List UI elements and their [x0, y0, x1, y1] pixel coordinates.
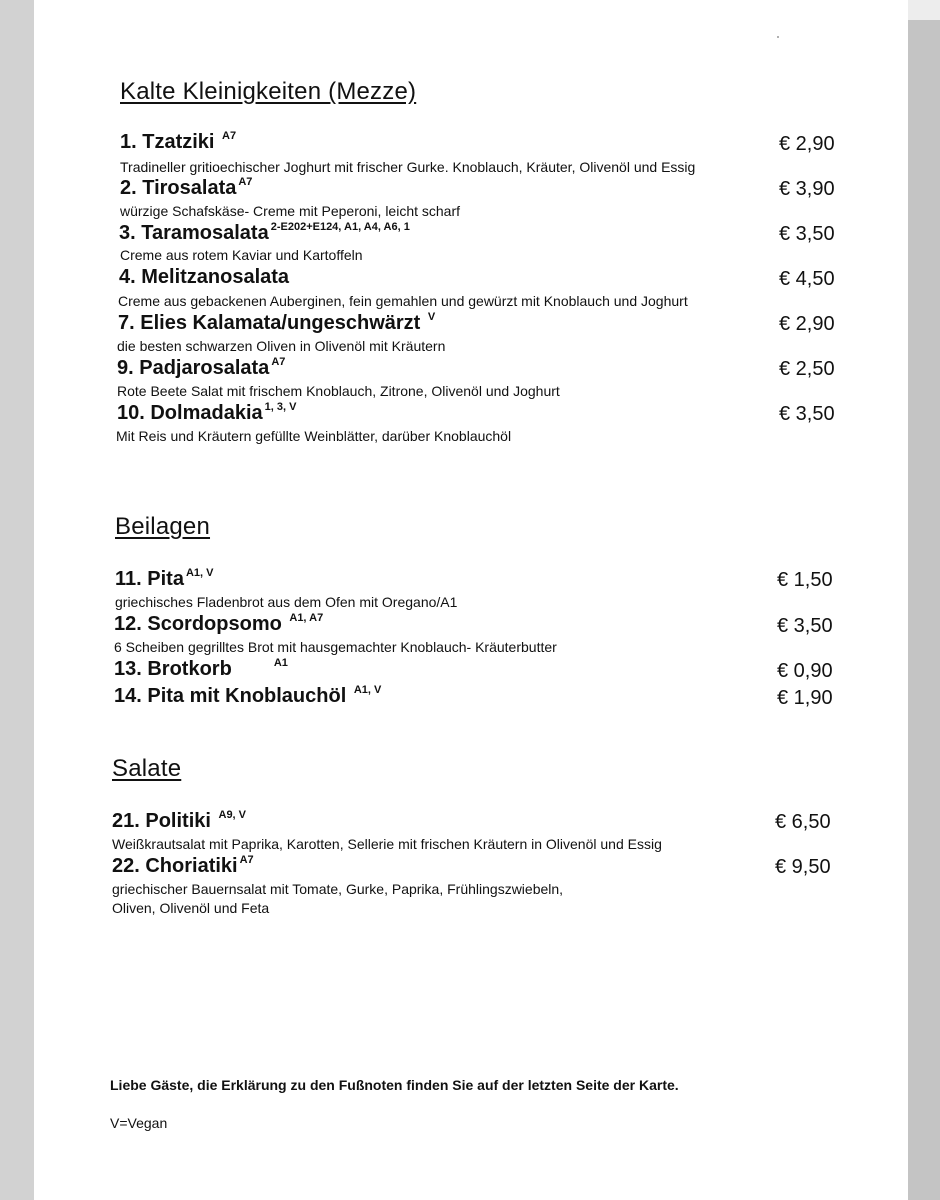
menu-item-name: 7. Elies Kalamata/ungeschwärzt $^V$	[118, 311, 436, 334]
menu-item-price: € 2,50	[779, 358, 835, 380]
menu-item-name: 9. Padjarosalata $^{A7}$	[117, 356, 286, 379]
menu-item-price: € 2,90	[779, 313, 835, 335]
menu-item-name: 22. Choriatiki $^{A7}$	[112, 854, 254, 877]
menu-item-name: 10. Dolmadakia $^{1, 3, V}$	[117, 401, 297, 424]
menu-item-name: 2. Tirosalata $^{A7}$	[120, 176, 253, 199]
menu-item-name: 13. Brotkorb $^{A1}$	[114, 657, 288, 680]
vegan-legend: V=Vegan	[110, 1115, 168, 1131]
menu-item-name: 12. Scordopsomo $^{A1, A7}$	[114, 612, 324, 635]
footnote-note: Liebe Gäste, die Erklärung zu den Fußnoten finden Sie auf der letzten Seite der Karte.	[110, 1077, 679, 1093]
speck	[777, 36, 779, 38]
menu-item-price: € 3,50	[779, 403, 835, 425]
menu-item-desc: Weißkrautsalat mit Paprika, Karotten, Sellerie mit frischen Kräutern in Olivenöl und Essig	[112, 836, 662, 852]
menu-item-price: € 3,50	[777, 615, 833, 637]
menu-item-price: € 4,50	[779, 268, 835, 290]
menu-item-price: € 3,90	[779, 178, 835, 200]
menu-item-desc-line2: Oliven, Olivenöl und Feta	[112, 900, 270, 916]
menu-item-desc: würzige Schafskäse- Creme mit Peperoni, leicht scharf	[120, 203, 461, 219]
right-margin-strip	[908, 0, 940, 1200]
menu-item-desc: Creme aus rotem Kaviar und Kartoffeln	[120, 247, 363, 263]
menu-item-desc: Tradineller gritioechischer Joghurt mit frischer Gurke. Knoblauch, Kräuter, Olivenöl und Essig	[120, 159, 696, 175]
menu-item-name: 11. Pita $^{A1, V}$	[115, 567, 214, 590]
left-margin-strip	[0, 0, 34, 1200]
menu-item-desc: Mit Reis und Kräutern gefüllte Weinblätter, darüber Knoblauchöl	[116, 428, 512, 444]
menu-item-name: 21. Politiki $^{A9, V}$	[112, 809, 247, 832]
menu-item-name: 3. Taramosalata $^{2-E202+E124, A1, A4, A6, 1}$	[119, 221, 410, 244]
menu-item-price: € 1,50	[777, 569, 833, 591]
section-title-mezze: Kalte Kleinigkeiten (Mezze)	[120, 78, 417, 105]
menu-item-price: € 6,50	[775, 811, 831, 833]
menu-item-desc: griechisches Fladenbrot aus dem Ofen mit Oregano/A1	[115, 594, 458, 610]
menu-item-price: € 3,50	[779, 223, 835, 245]
menu-item-desc: 6 Scheiben gegrilltes Brot mit hausgemachter Knoblauch- Kräuterbutter	[114, 639, 557, 655]
menu-item-desc: die besten schwarzen Oliven in Olivenöl mit Kräutern	[117, 338, 446, 354]
menu-item-name: 4. Melitzanosalata	[119, 266, 290, 288]
menu-item-desc: griechischer Bauernsalat mit Tomate, Gurke, Paprika, Frühlingszwiebeln,	[112, 881, 564, 897]
menu-item-price: € 2,90	[779, 133, 835, 155]
menu-item-price: € 0,90	[777, 660, 833, 682]
menu-item-price: € 1,90	[777, 687, 833, 709]
menu-page	[34, 0, 908, 1200]
menu-item-desc: Creme aus gebackenen Auberginen, fein gemahlen und gewürzt mit Knoblauch und Joghurt	[118, 293, 688, 309]
section-title-beilagen: Beilagen	[115, 513, 211, 540]
section-title-salate: Salate	[112, 755, 182, 782]
menu-item-name: 14. Pita mit Knoblauchöl $^{A1, V}$	[114, 684, 382, 707]
menu-item-desc: Rote Beete Salat mit frischem Knoblauch, Zitrone, Olivenöl und Joghurt	[117, 383, 560, 399]
menu-item-name: 1. Tzatziki $^{A7}$	[120, 130, 237, 153]
menu-item-price: € 9,50	[775, 856, 831, 878]
